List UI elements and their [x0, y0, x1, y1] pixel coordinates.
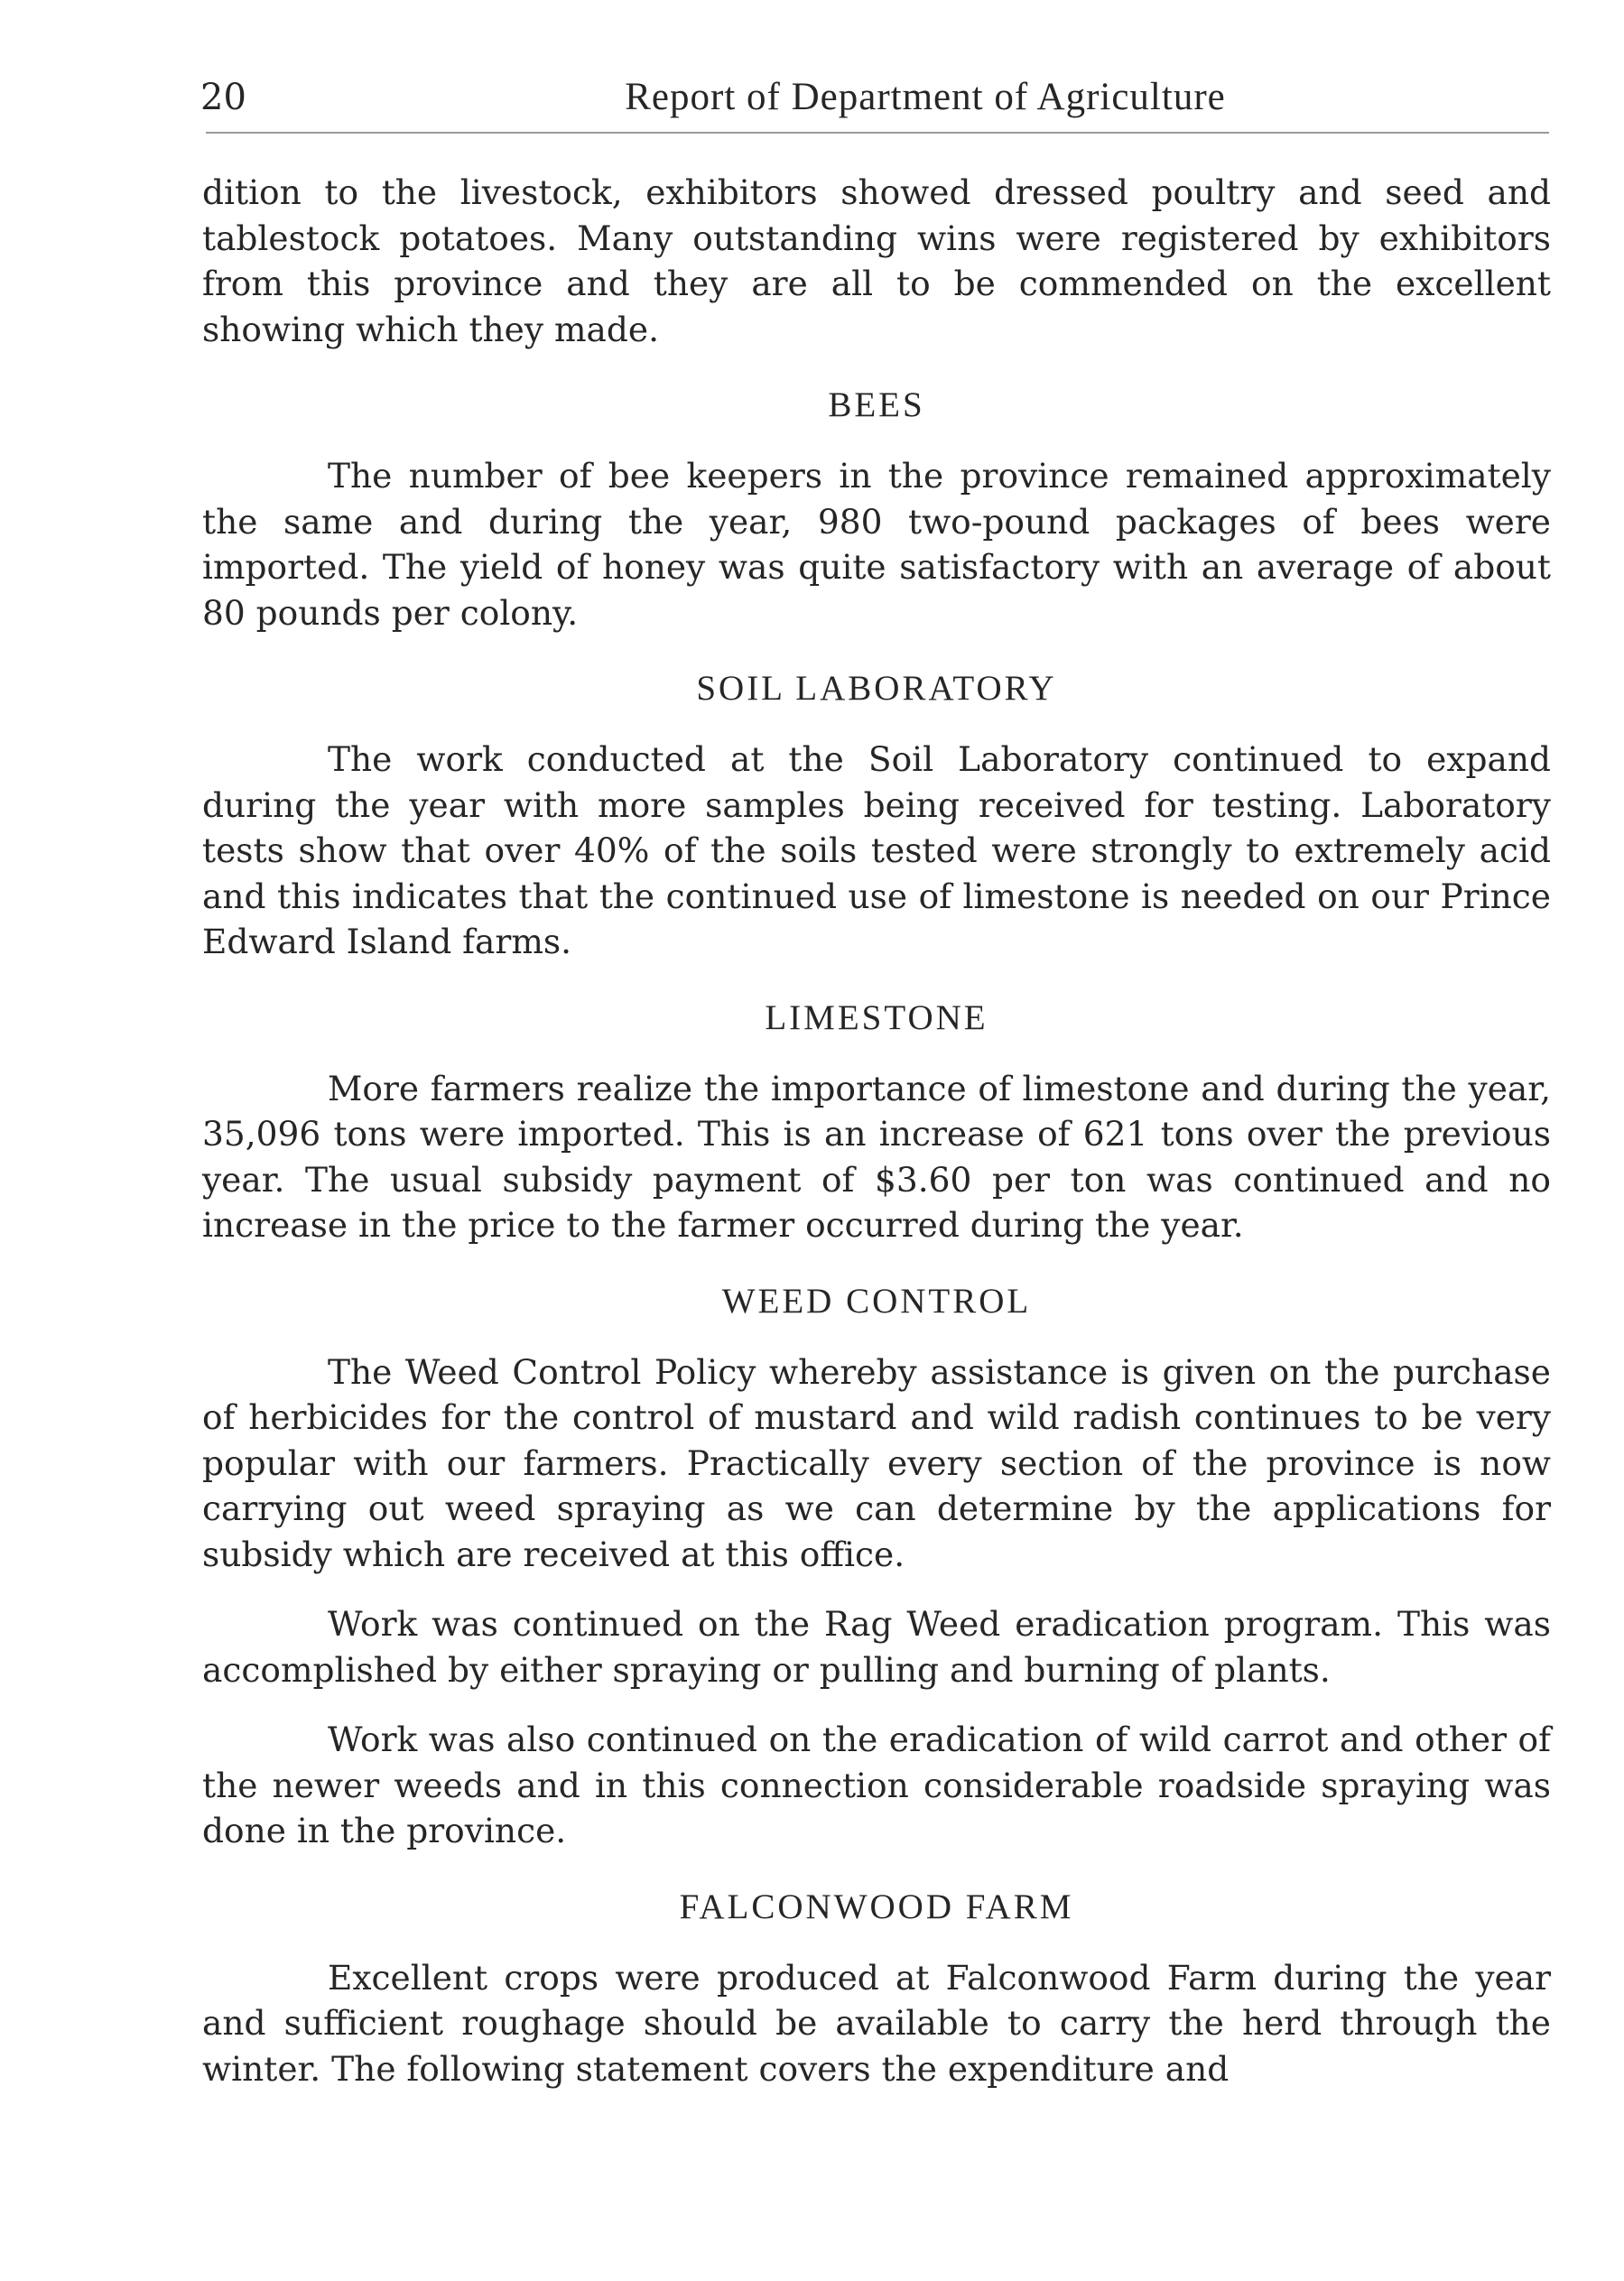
- soil-laboratory-paragraph: The work conducted at the Soil Laboratory continued to expand during the year with more samples being received for testing. Laboratory tests show that over 40% of the soils tested were strongly to extremely acid and this indicates that the continued use of limestone is needed on our Prince Edward Island farms.: [202, 739, 1551, 961]
- weed-control-paragraph-1: The Weed Control Policy whereby assistance is given on the purchase of herbicides for the control of mustard and wild radish continues to be very popular with our farmers. Practically every section of the province is now carrying out weed spraying as we can determine by the applications for subsidy which are received at this office.: [202, 1351, 1551, 1574]
- heading-bees: BEES: [828, 385, 925, 424]
- weed-control-paragraph-2: Work was continued on the Rag Weed eradication program. This was accomplished by either spraying or pulling and burning of plants.: [202, 1604, 1551, 1690]
- weed-control-paragraph-3: Work was also continued on the eradication of wild carrot and other of the newer weeds and in this connection considerable roadside spraying was done in the province.: [202, 1720, 1551, 1850]
- heading-limestone: LIMESTONE: [765, 997, 988, 1037]
- heading-soil-laboratory: SOIL LABORATORY: [696, 669, 1057, 708]
- intro-paragraph: dition to the livestock, exhibitors showed dressed poultry and seed and tablestock potatoes. Many outstanding wins were registered by exhibitors from this province and they are all to be commended on the excellent showing which they made.: [202, 172, 1551, 349]
- page-body: [202, 170, 1551, 2091]
- heading-falconwood-farm: FALCONWOOD FARM: [679, 1887, 1074, 1926]
- bees-paragraph: The number of bee keepers in the province remained approximately the same and during the year, 980 two-pound packages of bees were imported. The yield of honey was quite satisfactory with an average of about 80 pounds per colony.: [202, 456, 1551, 633]
- falconwood-farm-paragraph: Excellent crops were produced at Falconwood Farm during the year and sufficient roughage should be available to carry the herd through the winter. The following statement covers the expenditure and: [202, 1957, 1551, 2089]
- page-header: [200, 70, 1551, 125]
- limestone-paragraph: More farmers realize the importance of limestone and during the year, 35,096 tons were imported. This is an increase of 621 tons over the previous year. The usual subsidy payment of $3.60 per ton was continued and no increase in the price to the farmer occurred during the year.: [202, 1068, 1551, 1245]
- header-rule: [206, 132, 1549, 134]
- running-head: Report of Department of Agriculture: [625, 76, 1226, 118]
- heading-weed-control: WEED CONTROL: [721, 1281, 1032, 1321]
- page-number: 20: [200, 77, 246, 118]
